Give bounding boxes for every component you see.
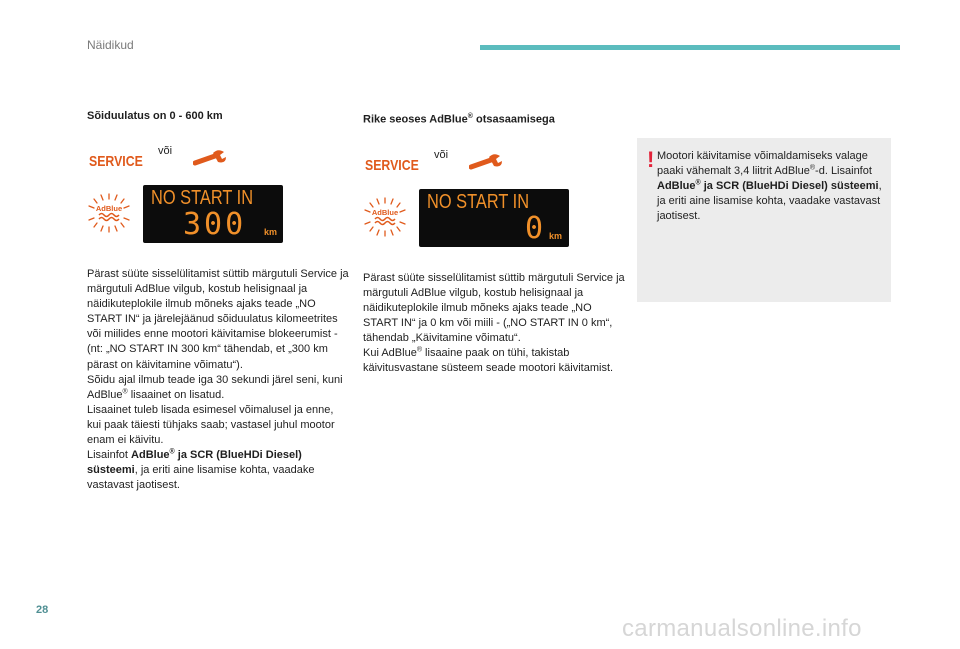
lcd-unit: km [264, 227, 278, 237]
section-header-title: Näidikud [87, 38, 134, 52]
section-body [363, 271, 625, 377]
wrench-icon [193, 149, 229, 169]
watermark-text: carmanualsonline.info [622, 615, 862, 642]
registered-mark: ® [695, 179, 701, 187]
text-run: -d. Lisainfot [815, 165, 872, 178]
or-text: või [434, 148, 449, 161]
text-run: Lisainfot [87, 449, 132, 462]
instrument-display-row [363, 189, 625, 249]
text-run: , ja eriti aine lisamise kohta, vaadake vastavast jaotisest. [87, 464, 315, 492]
registered-mark: ® [416, 346, 422, 354]
lcd-unit: km [549, 230, 563, 241]
adblue-empty-section [363, 110, 625, 376]
lcd-display [419, 189, 569, 247]
text-run: lisaainet on lisatud. [127, 388, 225, 401]
registered-mark: ® [809, 164, 816, 172]
text-run: Rike seoses AdBlue [363, 113, 468, 126]
note-text [657, 149, 887, 224]
text-run: otsasaamisega [472, 113, 555, 126]
bold-text-run: AdBlue [131, 449, 170, 462]
body-paragraph: Pärast süüte sisselülitamist süttib märgutuli Service ja märgutuli AdBlue vilgub, kostub helisignaal ja näidikuteplokile ilmub mõneks ajaks teade „NO START IN“ ja 0 km või miili - („NO START IN 0 km“, tähendab „Käivitamine võimatu“. [363, 271, 625, 345]
wrench-icon [469, 153, 505, 173]
body-paragraph: Pärast süüte sisselülitamist süttib märgutuli Service ja märgutuli AdBlue vilgub, kostub helisignaal ja näidikuteplokile ilmub mõneks ajaks teade „NO START IN“ ja järelejäänud sõiduulatus kilomeetrites või miilides enne mootori käivitamise blokeerumist - (nt: „NO START IN 300 km“ tähendab, et „300 km pärast on käivitamine võimatu“). [87, 268, 349, 371]
text-run: , ja eriti aine lisamise kohta, vaadake vastavast jaotisest. [657, 180, 882, 223]
section-body [87, 267, 349, 493]
service-warning-row [363, 149, 625, 179]
body-paragraph [87, 448, 349, 493]
section-title: Sõiduulatus on 0 - 600 km [87, 110, 223, 122]
lcd-display [143, 185, 283, 243]
adblue-label-layer [363, 197, 407, 237]
text-run: Kui AdBlue [363, 347, 417, 360]
range-0-600-section [87, 110, 349, 493]
bold-text-run: ja SCR (BlueHDi Diesel) süsteemi [700, 180, 879, 193]
or-text: või [158, 145, 173, 157]
body-paragraph [363, 346, 625, 376]
registered-mark: ® [122, 388, 128, 396]
service-warning-row [87, 145, 349, 175]
lcd-title: NO START IN [427, 190, 530, 213]
text-run: Sõidu ajal ilmub teade iga 30 sekundi järel seni, kuni AdBlue [87, 373, 343, 401]
lcd-value: 300 [183, 207, 247, 242]
section-accent-bar [480, 45, 900, 50]
body-paragraph: Lisaainet tuleb lisada esimesel võimalusel ja enne, kui paak täiesti tühjaks saab; vastasel juhul mootor enam ei käivitu. [87, 403, 335, 447]
adblue-label-layer [87, 193, 131, 233]
registered-mark: ® [169, 448, 175, 456]
registered-mark: ® [467, 113, 473, 120]
bold-text-run: AdBlue [657, 180, 696, 193]
service-warning-icon: SERVICE [365, 156, 419, 174]
instrument-display-row [87, 185, 349, 245]
lcd-title: NO START IN [151, 187, 254, 209]
body-paragraph [87, 373, 349, 403]
page-number: 28 [36, 604, 49, 616]
note-paragraph [657, 149, 887, 224]
adblue-label: AdBlue [371, 207, 399, 217]
section-title [363, 110, 625, 127]
exclamation-icon: ! [647, 147, 655, 172]
adblue-label: AdBlue [95, 204, 123, 213]
text-run: Mootori käivitamise võimaldamiseks valage paaki vähemalt 3,4 liitrit AdBlue [657, 150, 868, 178]
bold-text-run: ja SCR (BlueHDi Diesel) süsteemi [87, 449, 302, 477]
lcd-value: 0 [525, 210, 547, 246]
service-warning-icon: SERVICE [89, 153, 143, 170]
warning-note-box [637, 138, 891, 302]
text-run: lisaaine paak on tühi, takistab käivitusvastane süsteem seade mootori käivitamist. [363, 347, 614, 375]
